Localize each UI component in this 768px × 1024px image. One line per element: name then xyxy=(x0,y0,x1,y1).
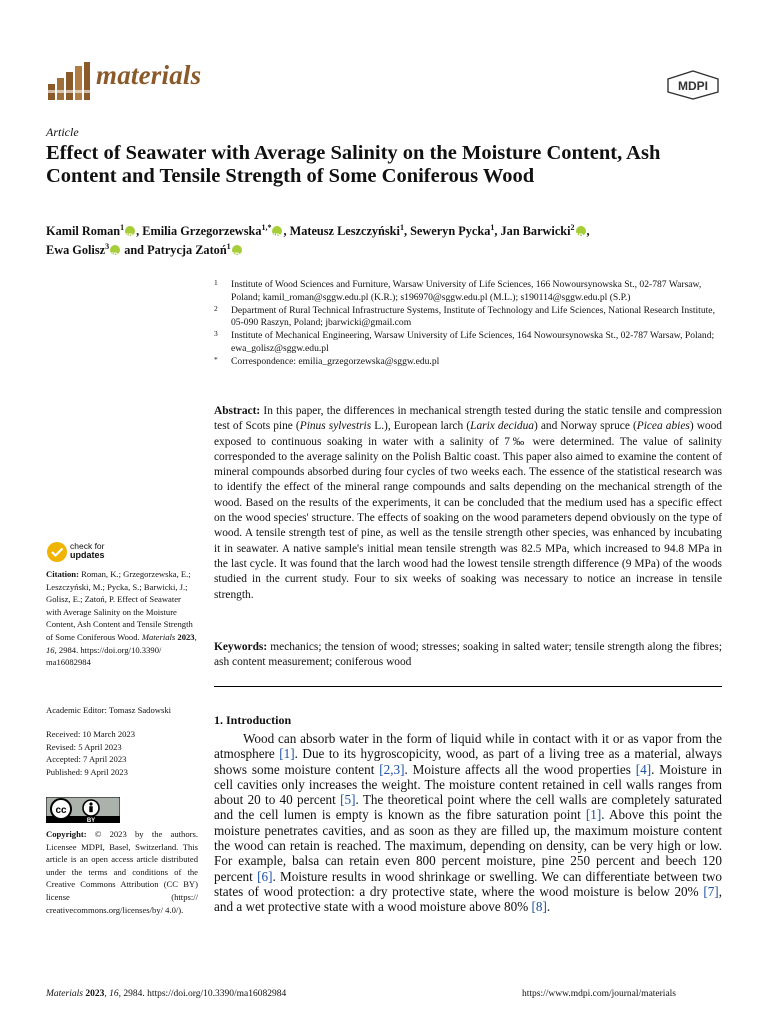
citation-link[interactable]: [2,3] xyxy=(379,761,405,777)
citation-link[interactable]: [6] xyxy=(257,868,273,884)
academic-editor: Academic Editor: Tomasz Sadowski xyxy=(46,705,172,715)
footer-citation: Materials 2023, 16, 2984. https://doi.org/10.3390/ma16082984 xyxy=(46,989,287,999)
keywords: Keywords: mechanics; the tension of wood; stresses; soaking in salted water; tensile strength along the fibres; ash content measurement; coniferous wood xyxy=(214,641,722,669)
published-date: Published: 9 April 2023 xyxy=(46,766,128,777)
author-name[interactable]: Ewa Golisz xyxy=(46,243,106,257)
author-name[interactable]: Jan Barwicki xyxy=(500,224,571,238)
section-divider xyxy=(214,686,722,687)
journal-name: materials xyxy=(96,60,202,90)
affiliation-item: 2 Department of Rural Technical Infrastructure Systems, Institute of Technology and Life Sciences, National Research Institute, 05-090 Raszyn, Poland; jbarwicki@gmail.com xyxy=(214,303,715,329)
abstract: Abstract: In this paper, the differences in mechanical strength tested during the static tensile and compression test of Scots pine (Pinus sylvestris L.), European larch (Larix decidua) and Norway spruce (Picea abies) wood exposed to continuous soaking in water with a salinity of 7‰ were determined. The value of salinity corresponded to the average salinity on the Polish Baltic coast. This paper also aimed to examine the content of mineral compounds absorbed during four cycles of two weeks each. The essence of the statistical research was to identify the effect of the mineral range compounds and salts depending on the mechanical strength of the wood. Based on the results of the experiments, it can be concluded that the medium used has a specific effect on the wood species' structure. The effects of soaking on the wood parameters depend obviously on the type of wood. A tensile strength test of pine, as well as the tensile strength other species, was enhanced by incubating it in seawater. A native sample's initial mean tensile strength was 82.5 MPa, which increased to 94.8 MPa in the last cycle. It was found that the larch wood had the lowest tensile strength difference (9 MPa) of the woods studied in the current study. Four to six weeks of soaking was necessary to notice an increase in tensile strength. xyxy=(214,405,722,601)
citation-link[interactable]: [7] xyxy=(703,883,719,899)
section-heading: 1. Introduction xyxy=(214,713,292,727)
affiliations xyxy=(214,279,724,369)
article-title: Effect of Seawater with Average Salinity on the Moisture Content, Ash Content and Tensile Strength of Some Coniferous Wood xyxy=(46,142,661,187)
orcid-icon[interactable] xyxy=(125,226,135,236)
received-date: Received: 10 March 2023 xyxy=(46,729,136,739)
journal-logo-icon xyxy=(46,60,92,102)
citation-block: Citation: Roman, K.; Grzegorzewska, E.; Leszczyński, M.; Pycka, S.; Barwicki, J.; Golisz, E.; Zatoń, P. Effect of Seawater with Average Salinity on the Moisture Content, Ash Content and Tensile Strength of Some Coniferous Wood. Materials 2023, 16, 2984. https://doi.org/10.3390/ ma16082984 xyxy=(46,569,197,668)
check-for-updates-icon[interactable] xyxy=(46,540,166,564)
citation-link[interactable]: [8] xyxy=(531,899,547,915)
author-name[interactable]: Kamil Roman xyxy=(46,224,121,238)
accepted-date: Accepted: 7 April 2023 xyxy=(46,754,127,765)
cc-by-license-icon[interactable] xyxy=(46,797,120,823)
affiliation-item: 3 Institute of Mechanical Engineering, Warsaw University of Life Sciences, 164 Nowoursynowska St., 02-787 Warsaw, Poland; ewa_golisz@sggw.edu.pl xyxy=(214,329,715,354)
revised-date: Revised: 5 April 2023 xyxy=(46,741,122,752)
mdpi-logo-text: MDPI xyxy=(678,79,708,93)
article-type: Article xyxy=(46,125,79,139)
copyright-block: Copyright: © 2023 by the authors. Licensee MDPI, Basel, Switzerland. This article is an open access article distributed under the terms and conditions of the Creative Commons Attribution (CC BY) license (https:// creativecommons.org/licenses/by/ 4.0/). xyxy=(46,829,198,915)
orcid-icon[interactable] xyxy=(576,226,586,236)
svg-text:cc: cc xyxy=(55,805,67,816)
check-for-updates-label[interactable]: check for updates xyxy=(70,541,105,560)
author-name[interactable]: Mateusz Leszczyński xyxy=(289,224,400,238)
author-name[interactable]: Seweryn Pycka xyxy=(410,224,491,238)
publication-dates xyxy=(46,728,198,778)
orcid-icon[interactable] xyxy=(232,245,242,255)
affiliation-item: 1 Institute of Wood Sciences and Furniture, Warsaw University of Life Sciences, 166 Nowoursynowska St., 02-787 Warsaw, Poland; kamil_roman@sggw.edu.pl (K.R.); s196970@sggw.edu.pl (M.L.); s190114@sggw.edu.pl (S.P.) xyxy=(214,278,702,303)
author-name[interactable]: Emilia Grzegorzewska xyxy=(142,224,262,238)
citation-link[interactable]: [4] xyxy=(635,761,652,777)
introduction-body: Wood can absorb water in the form of liquid while in contact with it or as vapor from the atmosphere [1]. Due to its hygroscopicity, wood, as part of a living tree as a material, always shows some moisture content [2,3]. Moisture affects all the wood properties [4]. Moisture in cell cavities only increases the weight. The moisture content retained in cell walls ranges from about 20 to 40 percent [5]. The theoretical point where the cell walls are completely saturated and the cell lumen is empty is known as the fibre saturation point [1]. Above this point the moisture penetrates cavities, and as soon as they are filled up, the maximum moisture content the wood can retain is reached. The maximum, depending on density, can be very high or low. For example, balsa can retain even 800 percent moisture, pine 250 percent and beech 120 percent [6]. Moisture results in wood shrinkage or swelling. We can differentiate between two states of wood protection: a dry protective state, where the wood moisture is below 20% [7], and a wet protective state with a wood moisture above 80% [8]. xyxy=(214,731,722,915)
author-name[interactable]: Patrycja Zatoń xyxy=(147,243,227,257)
author-list: Kamil Roman$^1$iD , Emilia Grzegorzewska$^{1,*}$iD , Mateusz Leszczyński$^1$, Seweryn Pycka$^1$, Jan Barwicki$^2$iD , Ewa Golisz$^3$iD and Patrycja Zatoń$^1$iD xyxy=(46,222,726,260)
mdpi-logo-icon xyxy=(666,70,720,100)
citation-link[interactable]: [5] xyxy=(340,792,356,808)
orcid-icon[interactable] xyxy=(272,226,282,236)
svg-text:BY: BY xyxy=(86,818,96,823)
orcid-icon[interactable] xyxy=(110,245,120,255)
citation-link[interactable]: [1] xyxy=(585,807,602,823)
citation-link[interactable]: [1] xyxy=(279,746,295,762)
correspondence: * Correspondence: emilia_grzegorzewska@sggw.edu.pl xyxy=(214,354,440,367)
footer-journal-url[interactable]: https://www.mdpi.com/journal/materials xyxy=(522,989,676,999)
